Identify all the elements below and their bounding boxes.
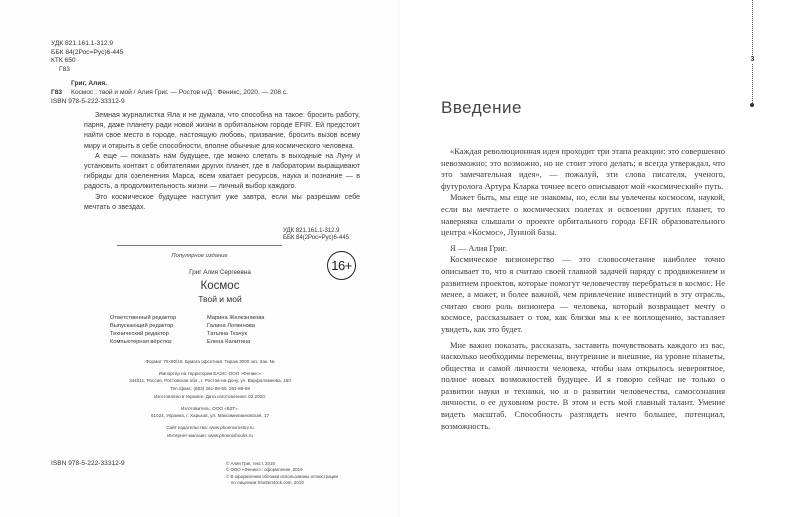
udk-code: УДК 821.161.1-312.9 — [51, 40, 114, 47]
credit-name: Галина Логвинова — [207, 323, 255, 329]
importer-address: 344011, Россия, Ростовская обл., г. Ростов-на-Дону, ул. Варфоломеева, 150 — [129, 378, 291, 384]
manufacturer-address: 61024, Украина, г. Харьков, ул. Максимилиановская, 17 — [150, 413, 270, 419]
online-store: Интернет-магазин: www.phoenixbooks.ru — [167, 432, 253, 438]
credit-row — [110, 330, 264, 338]
bbk-code: ББК 84(2Рос=Рус)6-445 — [51, 48, 124, 56]
book-subtitle: Твой и мой — [198, 294, 242, 304]
body-paragraph: «Каждая революционная идея проходит три этапа реакции: это совершенно невозможно; это возможно, но не стоит этого делать; я всегда утверждал, что это замечательная идея», — пожалуй, эти слова писателя, ученого, футуролога Артура Кларка точнее всего описывают мой «космический» путь. — [441, 146, 725, 191]
chapter-title: Введение — [441, 98, 522, 117]
divider-line — [117, 245, 282, 246]
phone: Тел./факс: (863) 261-89-50, 261-89-59 — [170, 386, 250, 392]
credit-name: Татьяна Ткачук — [207, 331, 247, 337]
credit-role: Технический редактор — [110, 331, 169, 337]
page-number: 3 — [748, 56, 757, 63]
credit-role: Выпускающий редактор — [110, 323, 174, 329]
copyright-block — [226, 461, 338, 486]
classification-block — [51, 40, 123, 74]
page-marker-dot — [750, 103, 754, 107]
age-rating-badge: 16+ — [327, 251, 356, 280]
copyright-line: © Алия Григ, текст, 2019 — [226, 461, 275, 466]
copyright-line: © ООО «Феникс»: оформление, 2019 — [226, 467, 303, 473]
book-full-author: Григ Алия Сергеевна — [189, 269, 251, 276]
classification-repeat — [283, 228, 349, 243]
credit-name: Елена Калитина — [207, 339, 251, 345]
annotation — [84, 110, 360, 212]
publisher-site: Сайт издательства: www.phoenixrostov.ru — [166, 424, 254, 430]
annotation-paragraph: Земная журналистка Яла и не думала, что способна на такое: бросить работу, парня, даже планету ради новой жизни в орбитальном городе EFIR. Ей предстоит найти свое место в городе, настоящую любовь, призвание, бросить вызов всему миру и открыть в себе способности, вполне обычные для космического человека. — [84, 111, 360, 150]
credit-row — [110, 338, 264, 346]
annotation-paragraph: Это космическое будущее наступит уже завтра, если мы разрешим себе мечтать о звездах. — [84, 192, 360, 211]
book-title: Космос — [200, 280, 240, 292]
imprint-block — [40, 358, 380, 439]
format-info: Формат 70×90/16. Бумага офсетная. Тираж 3000 экз. Зак. № — [145, 359, 275, 364]
bib-code: Г83 — [51, 88, 63, 96]
body-paragraph: Может быть, мы еще не знакомы, но, если вы увлечены космосом, наукой, если вы мечтаете о космических полетах и освоении других планет, то наверняка слышали о проекте орбитального города EFIR образовательного центра «Космос», Лунной базы. — [441, 192, 725, 238]
isbn-bottom: ISBN 978-5-222-33312-9 — [51, 460, 125, 467]
udk-code-repeat: УДК 821.161.1-312.9 — [283, 228, 340, 234]
bib-description: Космос : твой и мой / Алия Григ. — Ростов н/Д : Феникс, 2020. — 208 с. — [71, 88, 288, 96]
bibliographic-entry — [51, 80, 371, 106]
ktk-code: КТК 650 — [51, 57, 76, 65]
body-paragraph: Мне важно показать, рассказать, заставить почувствовать каждого из вас, насколько необходимы перемены, внутренние и внешние, на уровне планеты, общества и самой личности человека, чтобы нам открылось невероятное, полное новых возможностей будущее. И я говорю сейчас не только о развитии науки и техники, но и о развитии человечества, самосознания личности, о ее духовном росте. В этом и есть мой главный талант. Умение видеть масштаб. Способность разглядеть нечто большее, потенциал, возможность. — [441, 339, 725, 431]
credit-name: Марина Железнякова — [207, 315, 265, 321]
bib-author: Григ, Алия. — [71, 80, 108, 87]
body-paragraph: Я — Алия Григ. — [450, 242, 508, 253]
bbk-code-repeat: ББК 84(2Рос=Рус)6-445 — [283, 235, 349, 242]
body-paragraph: Космическое визионерство — это словосочетание наиболее точно описывает то, что я считаю своей главной задачей наряду с продвижением и развитием проектов, которые помогут человечеству перебраться в космос. Не менее, а может, и более важной, чем привлечение инвестиций в эту отрасль, считаю свою роль визионера — человека, который возвращает мечту о космосе, рассказывает о том, как близки мы к ее воплощению, заставляет увидеть, как это будет. — [441, 254, 725, 334]
importer: Импортер на территории ЕАЭС: ООО «Феникс» — [158, 370, 262, 376]
copyright-line: © В оформлении обложки использованы иллюстрации — [226, 473, 338, 479]
credit-row — [110, 314, 264, 322]
copyright-line: по лицензии Shutterstock.com, 2019 — [231, 479, 304, 485]
author-mark: Г83 — [59, 65, 70, 73]
credit-row — [110, 322, 264, 330]
credit-role: Ответственный редактор — [110, 315, 177, 321]
credits-list — [110, 314, 264, 346]
page-marker-line — [752, 0, 753, 105]
chapter-body — [441, 146, 725, 432]
credit-role: Компьютерная вёрстка: — [110, 339, 173, 345]
edition-type: Популярное издание — [171, 253, 228, 259]
made-in: Изготовлено в Украине. Дата изготовления: 02.2020. — [153, 393, 267, 399]
manufacturer: Изготовитель: ООО «БЗТ». — [181, 405, 239, 411]
annotation-paragraph: А еще — показать нам будущее, где можно слетать в выходные на Луну и установить контакт с обитателями других планет, где в лаборатории выращивают гибриды для озеленения Марса, всем хватает ресурсов, наука и познание — в радость, а продолжительность жизни — личный выбор каждого. — [84, 151, 360, 191]
bib-isbn: ISBN 978-5-222-33312-9 — [51, 97, 125, 105]
